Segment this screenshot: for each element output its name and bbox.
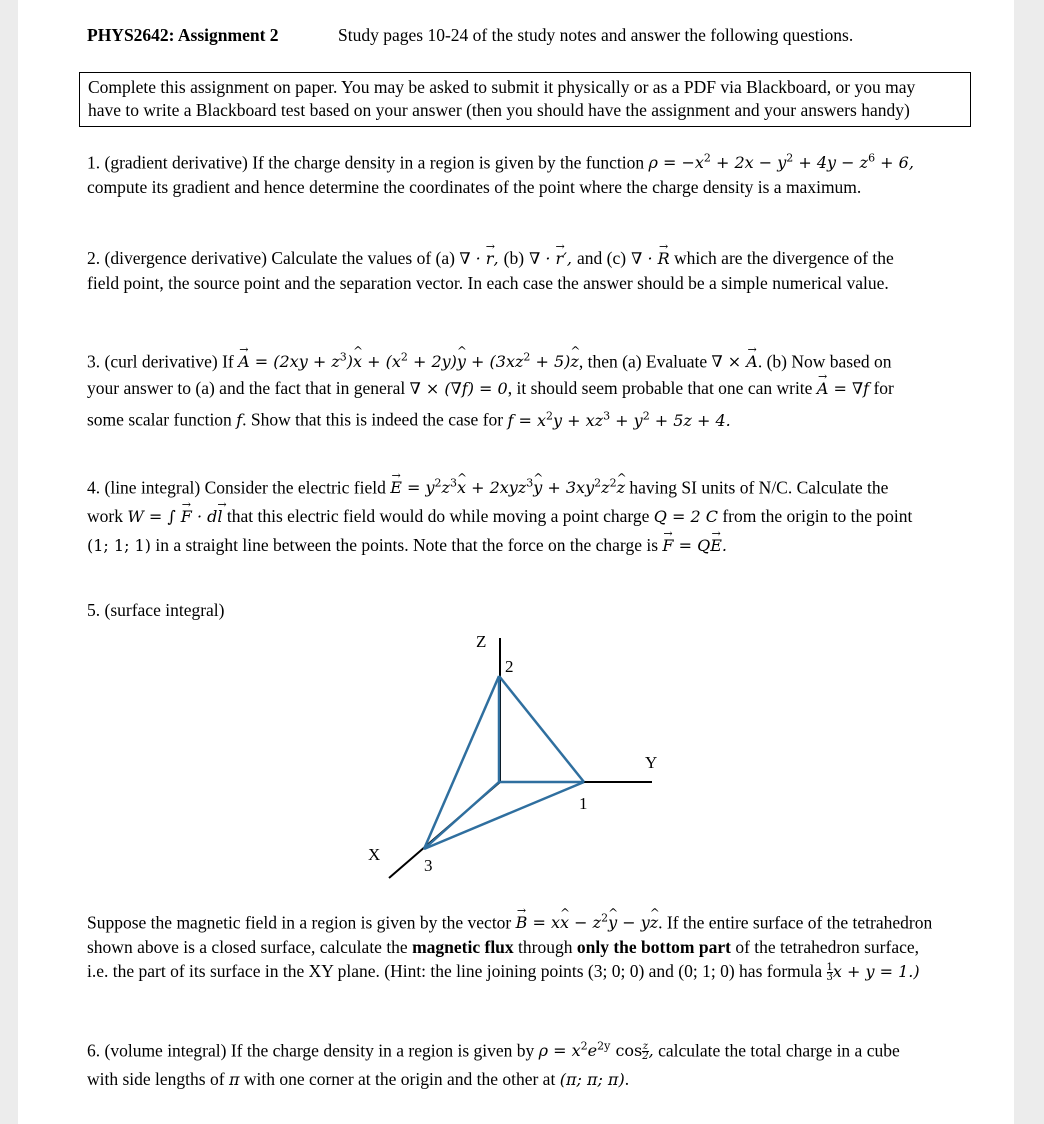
q4-intro: 4. (line integral) Consider the electric field <box>87 477 391 498</box>
question-2 <box>87 246 957 295</box>
q6-intro: 6. (volume integral) If the charge density in a region is given by <box>87 1040 539 1061</box>
q5-para2a: shown above is a closed surface, calculate the <box>87 937 413 958</box>
q3-curl-grad: ∇ × (∇f) = 0 <box>409 379 508 399</box>
q3-then: , then (a) Evaluate <box>578 351 712 372</box>
question-5-text <box>87 907 957 984</box>
q6-density: $\rho = x^2e^{2y}$ cos $\frac{z}{2}$ , <box>538 1040 654 1063</box>
q4-charge: Q = 2 C <box>653 507 718 527</box>
tick-label-z: 2 <box>505 657 514 676</box>
q2-mid: which are the divergence of the <box>669 248 894 268</box>
q3-vector-a: → $A = (2xy + z^3)\^{}$ $x + (x^2$ + 2y)^ $y + (3xz^2$ + 5)^ z <box>238 352 579 371</box>
notice-line-2: have to write a Blackboard test based on your answer (then you should have the assignment and your answers handy) <box>88 100 910 120</box>
notice-box <box>79 72 971 127</box>
q2-line-2: field point, the source point and the separation vector. In each case the answer should be a simple numerical value. <box>87 273 889 293</box>
q4-line2a: work <box>87 506 128 527</box>
q5-bold-bottom: only the bottom part <box>576 937 731 958</box>
q5-bold-flux: magnetic flux <box>412 937 514 958</box>
tick-label-y: 1 <box>579 794 588 813</box>
q5-para2c: of the tetrahedron surface, <box>730 937 919 958</box>
q3-line2b: , it should seem probable that one can write <box>507 378 817 399</box>
q6-pi: π <box>228 1070 240 1090</box>
q1-intro: 1. (gradient derivative) If the charge density in a region is given by the function <box>87 152 649 173</box>
q3-line2c: for <box>869 378 894 399</box>
q4-line2c: from the origin to the point <box>717 506 913 527</box>
q2-divergences: ∇ · → r, (b) ∇ · → r′, and (c) ∇ · → R <box>459 249 669 268</box>
document-page <box>18 0 1014 1124</box>
q3-line3a: some scalar function <box>87 409 237 430</box>
header <box>87 25 854 46</box>
q4-point: (1; 1; 1) <box>87 536 151 556</box>
q5-para2b: through <box>513 937 577 958</box>
question-3 <box>87 344 957 434</box>
axis-label-x: X <box>368 845 381 864</box>
q5-para3a: i.e. the part of its surface in the XY plane. (Hint: the line joining points (3; 0; 0) and (0; 1; 0) has formula <box>87 961 827 982</box>
question-5 <box>87 598 957 622</box>
q3-f: f <box>236 410 243 430</box>
assignment-title: PHYS2642: Assignment 2 <box>87 25 279 45</box>
tetrahedron-figure <box>18 620 1014 885</box>
q6-corner: (π; π; π) <box>559 1070 625 1090</box>
edge-origin-x <box>424 782 499 849</box>
assignment-subtitle: Study pages 10-24 of the study notes and answer the following questions. <box>338 25 854 45</box>
edge-z-y <box>499 676 584 782</box>
q5-line-formula: $\frac{1}{3}$ x + y = 1.) <box>826 962 920 984</box>
question-4 <box>87 470 957 560</box>
q5-b-field: → B = x^ $x - z^2\^{}$ y − y^ z <box>516 913 659 932</box>
q4-units: having SI units of N/C. Calculate the <box>625 477 889 498</box>
axis-label-z: Z <box>476 632 487 651</box>
q4-line2b: that this electric field would do while moving a point charge <box>222 506 654 527</box>
q1-equation: $\rho = -x^2 + 2x - y^2 + 4y - z^6 + 6$, <box>648 152 914 173</box>
q3-b: . (b) Now based on <box>757 351 892 372</box>
q4-line3a: in a straight line between the points. Note that the force on the charge is <box>150 535 663 556</box>
q5-para1b: . If the entire surface of the tetrahedron <box>658 912 933 933</box>
notice-line-1: Complete this assignment on paper. You may be asked to submit it physically or as a PDF via Blackboard, or you may <box>88 77 916 97</box>
q4-field: → $E = y^2z^3\^{}$ x + 2xyz$^3$^ $y + 3xy^2z^2\^{}$ z <box>390 478 625 497</box>
question-1 <box>87 147 957 199</box>
tetrahedron-edges <box>424 676 584 849</box>
tick-label-x: 3 <box>424 856 433 875</box>
q2-intro: 2. (divergence derivative) Calculate the values of (a) <box>87 248 460 268</box>
q3-f-equation: $f = x^2y + xz^3 + y^2 + 5z + 4$. <box>507 409 731 430</box>
q4-work: W = ∫ → F · d→ l <box>127 507 222 526</box>
q3-a-grad-f: → A = ∇f <box>817 379 869 398</box>
question-6: 6. (volume integral) If the charge density in a region is given by $\rho = x^2e^{2y}$ cos $\frac{z}{2}$ , calculate the total charge in a cube with side lengths of π with one corner at the origin and the other at (π; π; π). <box>87 1040 900 1090</box>
q3-intro: 3. (curl derivative) If <box>87 351 239 372</box>
q5-para1a: Suppose the magnetic field in a region is given by the vector <box>87 912 516 933</box>
q5-intro: 5. (surface integral) <box>87 600 225 620</box>
q6-rest: calculate the total charge in a cube <box>653 1040 900 1061</box>
q4-force: → F = Q→ E. <box>662 536 727 555</box>
axis-label-y: Y <box>645 753 658 772</box>
q3-line2a: your answer to (a) and the fact that in general <box>87 378 410 399</box>
q1-line-2: compute its gradient and hence determine the coordinates of the point where the charge density is a maximum. <box>87 177 862 198</box>
q3-curl-a: ∇ × → A <box>712 352 758 371</box>
q6-line2: with side lengths of <box>87 1069 229 1090</box>
q3-line3b: . Show that this is indeed the case for <box>242 409 508 430</box>
